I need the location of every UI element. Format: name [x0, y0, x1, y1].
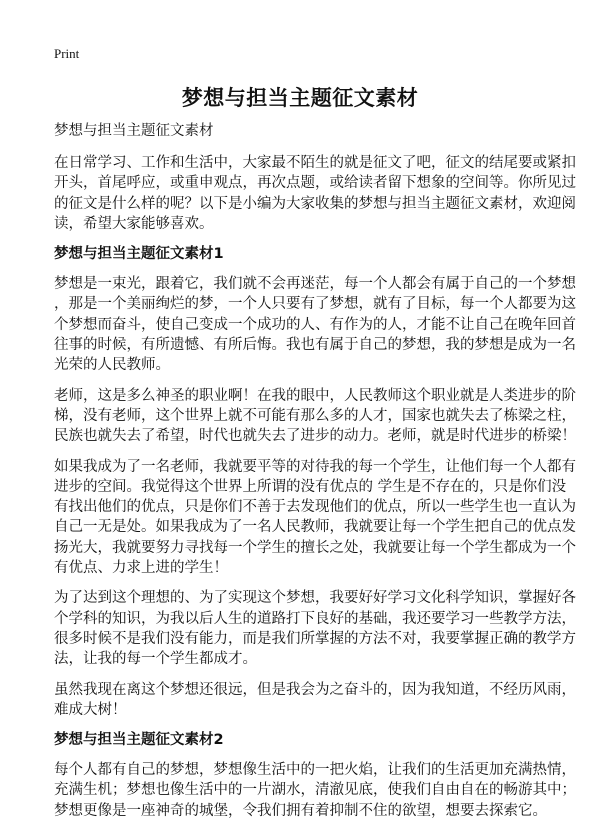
paragraph-line: 开头，首尾呼应，或重申观点，再次点题，或给读者留下想象的空间等。你所见过	[54, 175, 576, 192]
paragraph-line: 虽然我现在离这个梦想还很远，但是我会为之奋斗的，因为我知道，不经历风雨，	[54, 681, 576, 698]
paragraph	[54, 153, 576, 234]
paragraph-line: 个学科的知识，为我以后人生的道路打下良好的基础，我还要学习一些教学方法，	[54, 610, 576, 627]
paragraph-line: ，那是一个美丽绚烂的梦，一个人只要有了梦想，就有了目标，每一个人都要为这	[54, 296, 576, 313]
paragraph-line: 如果我成为了一名老师，我就要平等的对待我的每一个学生，让他们每一个人都有	[54, 458, 576, 475]
print-link[interactable]: Print	[54, 46, 80, 61]
paragraph-line: 梦想更像是一座神奇的城堡，令我们拥有着抑制不住的欲望，想要去探索它。	[54, 802, 547, 819]
paragraph-line: 自己一无是处。如果我成为了一名人民教师，我就要让每一个学生把自己的优点发	[54, 519, 576, 536]
section-heading: 梦想与担当主题征文素材2	[54, 732, 224, 749]
paragraph-line: 民族也就失去了希望，时代也就失去了进步的动力。老师，就是时代进步的桥梁！	[54, 428, 576, 445]
paragraph-line: 读，希望大家能够喜欢。	[54, 215, 214, 232]
paragraph-line: 在日常学习、工作和生活中，大家最不陌生的就是征文了吧，征文的结尾要或紧扣	[54, 155, 576, 171]
paragraph	[54, 588, 576, 669]
paragraph-line: 光荣的人民教师。	[54, 357, 170, 374]
paragraph-line: 个梦想而奋斗，使自己变成一个成功的人、有作为的人，才能不让自己在晚年回首	[54, 316, 576, 333]
paragraph	[54, 457, 576, 579]
paragraph-line: 有优点、力求上进的学生！	[54, 560, 228, 577]
paragraph-line: 梦想是一束光，跟着它，我们就不会再迷茫，每一个人都会有属于自己的一个梦想	[54, 276, 576, 293]
page-title: 梦想与担当主题征文素材	[181, 86, 419, 110]
paragraph-line: 法，让我的每一个学生都成才。	[54, 651, 257, 668]
article-subtitle: 梦想与担当主题征文素材	[54, 123, 214, 139]
paragraph-line: 每个人都有自己的梦想，梦想像生活中的一把火焰，让我们的生活更加充满热情，	[54, 762, 576, 779]
paragraph	[54, 680, 576, 721]
paragraph-line: 扬光大，我就要努力寻找每一个学生的擅长之处，我就要让每一个学生都成为一个	[54, 539, 576, 556]
paragraph-line: 进步的空间。我觉得这个世界上所谓的没有优点的 学生是不存在的，只是你们没	[54, 478, 567, 495]
paragraph-line: 的征文是什么样的呢？以下是小编为大家收集的梦想与担当主题征文素材，欢迎阅	[54, 195, 576, 212]
paragraph-line: 有找出他们的优点，只是你们不善于去发现他们的优点，所以一些学生也一直认为	[54, 499, 576, 516]
paragraph-line: 很多时候不是我们没有能力，而是我们所掌握的方法不对，我要掌握正确的教学方	[54, 630, 576, 647]
article-body	[54, 121, 576, 831]
paragraph-line: 难成大树！	[54, 701, 127, 718]
paragraph-line: 老师，这是多么神圣的职业啊！在我的眼中，人民教师这个职业就是人类进步的阶	[54, 387, 576, 404]
paragraph-line: 充满生机；梦想也像生活中的一片湖水，清澈见底，使我们自由自在的畅游其中；	[54, 782, 576, 799]
article-blocks	[54, 153, 576, 821]
paragraph	[54, 386, 576, 447]
paragraph-line: 往事的时候，有所遗憾、有所后悔。我也有属于自己的梦想，我的梦想是成为一名	[54, 337, 576, 354]
paragraph	[54, 760, 576, 821]
paragraph	[54, 274, 576, 375]
paragraph-line: 梯，没有老师，这个世界上就不可能有那么多的人才，国家也就失去了栋梁之柱，	[54, 407, 576, 424]
section-heading: 梦想与担当主题征文素材1	[54, 246, 224, 263]
paragraph-line: 为了达到这个理想的、为了实现这个梦想，我要好好学习文化科学知识，掌握好各	[54, 590, 576, 607]
